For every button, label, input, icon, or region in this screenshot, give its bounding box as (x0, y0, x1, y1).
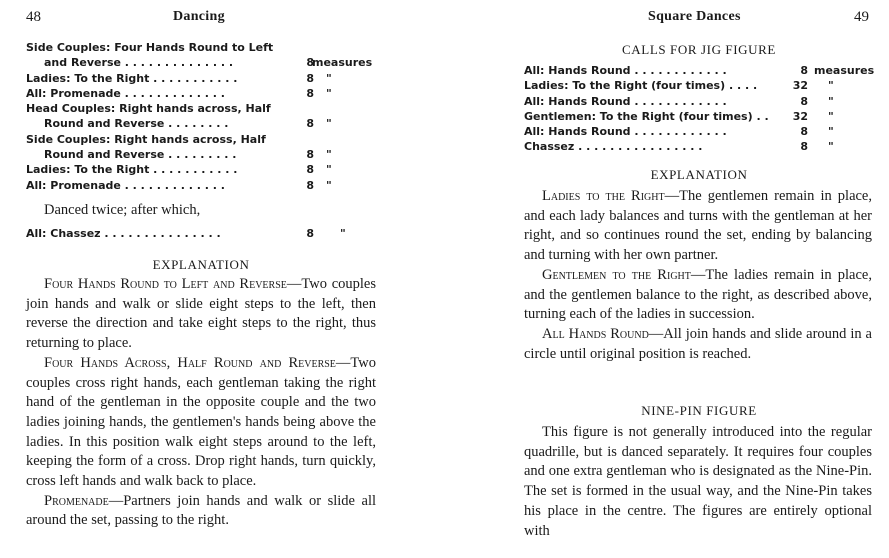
call-label: Round and Reverse . . . . . . . . . (44, 148, 237, 162)
page-gutter (436, 0, 437, 558)
call-unit: " (326, 148, 332, 162)
left-explanation-body (26, 275, 376, 531)
call-label: All: Hands Round . . . . . . . . . . . . (524, 64, 727, 77)
call-label: Gentlemen: To the Right (four times) . . (524, 109, 769, 123)
call-label: Side Couples: Four Hands Round to Left (26, 41, 274, 54)
right-running-head: Square Dances (648, 9, 741, 24)
call-count: 8 (306, 148, 314, 162)
call-row (524, 109, 884, 124)
call-label: Ladies: To the Right (four times) . . . . (524, 79, 758, 93)
call-label: and Reverse . . . . . . . . . . . . . . (44, 56, 234, 70)
danced-twice-note: Danced twice; after which, (44, 202, 201, 218)
call-row (26, 116, 378, 131)
call-row (26, 132, 378, 147)
paragraph: Gentlemen to the Right—The ladies remain in place, and the gentlemen balance to the right, as described above, turning each of the ladies in succession. (524, 266, 872, 323)
call-row (26, 71, 378, 86)
call-unit: " (326, 117, 332, 131)
paragraph: Four Hands Round to Left and Reverse—Two couples join hands and walk or slide eight steps to the left, then reverse the direction and take eight steps to the right, thus returning to place. (26, 276, 376, 352)
call-row (524, 94, 884, 109)
right-explanation-heading: EXPLANATION (650, 167, 748, 182)
call-unit: " (828, 94, 834, 108)
call-row (524, 139, 884, 154)
call-label: All: Hands Round . . . . . . . . . . . . (524, 94, 727, 108)
call-count: 8 (800, 94, 808, 108)
call-row (26, 55, 378, 70)
call-count: 8 (306, 227, 314, 240)
left-page (0, 0, 400, 558)
call-label: Round and Reverse . . . . . . . . (44, 117, 229, 131)
call-count: 32 (792, 79, 808, 93)
call-label: All: Chassez . . . . . . . . . . . . . . . (26, 227, 221, 240)
call-unit: measures (312, 56, 373, 70)
call-count: 8 (306, 117, 314, 131)
ninepin-heading: NINE-PIN FIGURE (641, 403, 757, 418)
call-count: 8 (306, 163, 314, 177)
call-label: Head Couples: Right hands across, Half (26, 102, 271, 116)
paragraph: All Hands Round—All join hands and slide around in a circle until original position is reached. (524, 325, 872, 362)
call-label: Chassez . . . . . . . . . . . . . . . . (524, 140, 703, 154)
call-row (26, 162, 378, 177)
left-explanation-heading: EXPLANATION (152, 257, 250, 272)
call-label: All: Promenade . . . . . . . . . . . . . (26, 178, 225, 192)
call-label: Side Couples: Right hands across, Half (26, 132, 266, 146)
call-count: 8 (306, 56, 314, 70)
call-unit: " (326, 86, 332, 100)
call-unit: " (326, 178, 332, 192)
call-row (524, 78, 884, 93)
call-unit: " (326, 71, 332, 85)
call-count: 8 (306, 86, 314, 100)
call-label: All: Hands Round . . . . . . . . . . . . (524, 125, 727, 139)
jig-calls-heading: CALLS FOR JIG FIGURE (622, 42, 776, 57)
call-label: Ladies: To the Right . . . . . . . . . . . (26, 71, 238, 85)
final-call-row (26, 226, 378, 241)
call-row (524, 124, 884, 139)
call-row (26, 147, 378, 162)
call-unit: " (828, 140, 834, 154)
call-row (26, 86, 378, 101)
call-row (26, 101, 378, 116)
call-unit: " (828, 125, 834, 139)
call-unit: " (828, 79, 834, 93)
call-row (26, 40, 378, 55)
call-count: 8 (306, 178, 314, 192)
call-count: 32 (792, 109, 808, 123)
left-page-number: 48 (26, 9, 41, 25)
ninepin-body (524, 423, 872, 541)
right-page (490, 0, 889, 558)
paragraph: Promenade—Partners join hands and walk or slide all around the set, passing to the right. (26, 492, 376, 529)
call-count: 8 (800, 125, 808, 139)
right-explanation-body (524, 187, 872, 364)
call-label: All: Promenade . . . . . . . . . . . . . (26, 86, 225, 100)
call-unit: measures (814, 64, 875, 77)
left-calls-list (26, 40, 378, 193)
call-count: 8 (306, 71, 314, 85)
call-count: 8 (800, 140, 808, 154)
call-unit: " (340, 227, 346, 240)
paragraph: Ladies to the Right—The gentlemen remain in place, and each lady balances and turns with the gentleman at her right, and so continues round the set, ending by balancing and turning with her own partner. (524, 188, 872, 264)
paragraph: Four Hands Across, Half Round and Reverse—Two couples cross right hands, each gentleman taking the right hand of the gentleman in the opposite couple and the two ladies joining hands, the gentlemen's hands being above the ladies. In this position walk eight steps around to the left, keeping the form of a cross. Drop right hands, turn quickly, cross left hands and walk back to place. (26, 354, 376, 490)
call-label: Ladies: To the Right . . . . . . . . . . . (26, 163, 238, 177)
right-calls-list (524, 63, 884, 155)
paragraph: This figure is not generally introduced into the regular quadrille, but is danced separately. It requires four couples and one extra gentleman who is designated as the Nine-Pin. The set is formed in the usual way, and the Nine-Pin takes his place in the centre. The figures are entirely optional with (524, 424, 872, 539)
right-page-number: 49 (854, 9, 869, 25)
left-running-head: Dancing (173, 9, 225, 24)
call-row (26, 178, 378, 193)
call-count: 8 (800, 64, 808, 77)
call-unit: " (326, 163, 332, 177)
call-unit: " (828, 109, 834, 123)
call-row (524, 63, 884, 78)
